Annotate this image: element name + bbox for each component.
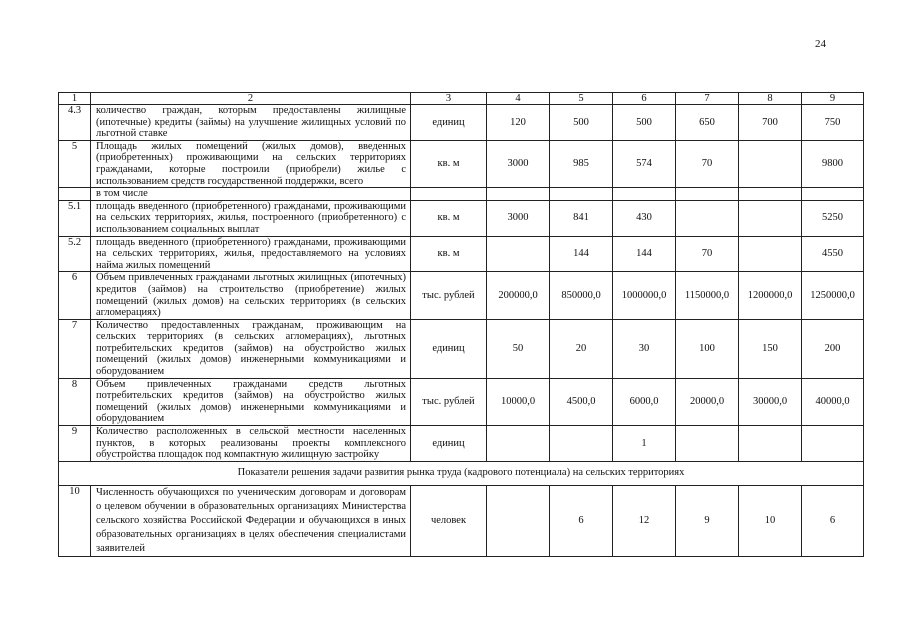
row-value: 10000,0 <box>487 378 550 425</box>
row-unit <box>411 188 487 201</box>
row-value: 750 <box>802 105 864 141</box>
row-value: 70 <box>676 140 739 187</box>
header-cell: 4 <box>487 93 550 105</box>
table-row <box>59 378 864 425</box>
row-number: 5.2 <box>59 236 91 272</box>
row-value <box>739 236 802 272</box>
row-value: 6 <box>802 485 864 556</box>
row-number: 10 <box>59 485 91 556</box>
row-value: 841 <box>550 200 613 236</box>
table-row <box>59 236 864 272</box>
row-value: 30000,0 <box>739 378 802 425</box>
row-value: 700 <box>739 105 802 141</box>
header-cell: 2 <box>91 93 411 105</box>
header-cell: 9 <box>802 93 864 105</box>
row-value: 20000,0 <box>676 378 739 425</box>
row-number <box>59 188 91 201</box>
row-value: 650 <box>676 105 739 141</box>
row-description: площадь введенного (приобретенного) гражданами, проживающими на сельских территориях, жилья, построенного (приобретенного) с использованием социальных выплат <box>91 200 411 236</box>
row-value: 6000,0 <box>613 378 676 425</box>
page-number: 24 <box>815 38 826 50</box>
row-unit: кв. м <box>411 236 487 272</box>
row-value: 100 <box>676 319 739 378</box>
header-cell: 7 <box>676 93 739 105</box>
table-header-row <box>59 93 864 105</box>
row-value <box>487 485 550 556</box>
row-unit: единиц <box>411 105 487 141</box>
row-value: 50 <box>487 319 550 378</box>
row-description: Объем привлеченных гражданами средств льготных потребительских кредитов (займов) на обустройство жилых помещений (жилых домов) инженерными коммуникациями и оборудованием <box>91 378 411 425</box>
row-value <box>676 200 739 236</box>
row-value <box>739 426 802 462</box>
header-cell: 6 <box>613 93 676 105</box>
row-value: 1000000,0 <box>613 272 676 319</box>
row-value: 9800 <box>802 140 864 187</box>
row-value: 9 <box>676 485 739 556</box>
row-value: 70 <box>676 236 739 272</box>
row-number: 6 <box>59 272 91 319</box>
row-number: 5.1 <box>59 200 91 236</box>
table-row <box>59 200 864 236</box>
row-value: 200 <box>802 319 864 378</box>
row-value: 1150000,0 <box>676 272 739 319</box>
row-unit: тыс. рублей <box>411 272 487 319</box>
row-description: в том числе <box>91 188 411 201</box>
row-description: Площадь жилых помещений (жилых домов), введенных (приобретенных) проживающими на сельских территориях гражданами, которые построили (приобрели) жилье с использованием средств государственной поддержки, всего <box>91 140 411 187</box>
header-cell: 1 <box>59 93 91 105</box>
indicator-table <box>58 92 864 557</box>
table-row <box>59 188 864 201</box>
row-unit: человек <box>411 485 487 556</box>
table-row <box>59 140 864 187</box>
row-unit: тыс. рублей <box>411 378 487 425</box>
row-value <box>487 426 550 462</box>
row-value: 20 <box>550 319 613 378</box>
row-value: 430 <box>613 200 676 236</box>
section-title: Показатели решения задачи развития рынка труда (кадрового потенциала) на сельских территориях <box>59 461 864 485</box>
row-description: Численность обучающихся по ученическим договорам и договорам о целевом обучении в образовательных организациях Министерства сельского хозяйства Российской Федерации и обучающихся в иных образовательных организациях в целях обеспечения специалистами заявителей <box>91 485 411 556</box>
row-value <box>802 426 864 462</box>
row-value: 850000,0 <box>550 272 613 319</box>
row-description: количество граждан, которым предоставлены жилищные (ипотечные) кредиты (займы) на улучшение жилищных условий по льготной ставке <box>91 105 411 141</box>
table-row <box>59 105 864 141</box>
row-unit: единиц <box>411 319 487 378</box>
row-value <box>676 188 739 201</box>
row-value: 10 <box>739 485 802 556</box>
row-unit: кв. м <box>411 140 487 187</box>
row-description: площадь введенного (приобретенного) гражданами, проживающими на сельских территориях, жилья, предоставляемого на условиях найма жилых помещений <box>91 236 411 272</box>
row-value: 500 <box>550 105 613 141</box>
table-row <box>59 319 864 378</box>
row-value: 5250 <box>802 200 864 236</box>
row-value: 144 <box>613 236 676 272</box>
row-value: 1 <box>613 426 676 462</box>
row-value: 6 <box>550 485 613 556</box>
row-number: 4.3 <box>59 105 91 141</box>
row-unit: единиц <box>411 426 487 462</box>
row-value: 1250000,0 <box>802 272 864 319</box>
row-value: 150 <box>739 319 802 378</box>
table-row <box>59 272 864 319</box>
row-value: 12 <box>613 485 676 556</box>
row-number: 8 <box>59 378 91 425</box>
row-value <box>613 188 676 201</box>
row-number: 9 <box>59 426 91 462</box>
row-number: 7 <box>59 319 91 378</box>
row-value: 574 <box>613 140 676 187</box>
row-description: Количество расположенных в сельской местности населенных пунктов, в которых реализованы проекты комплексного обустройства площадок под компактную жилищную застройку <box>91 426 411 462</box>
row-value <box>802 188 864 201</box>
row-value: 3000 <box>487 140 550 187</box>
row-value: 200000,0 <box>487 272 550 319</box>
row-value <box>487 188 550 201</box>
row-value <box>739 140 802 187</box>
row-value: 4550 <box>802 236 864 272</box>
row-description: Количество предоставленных гражданам, проживающим на сельских территориях (в сельских агломерациях), льготных потребительских кредитов (займов) на обустройство жилых помещений (жилых домов) инженерными коммуникациями и оборудованием <box>91 319 411 378</box>
row-value: 3000 <box>487 200 550 236</box>
section-heading-row <box>59 461 864 485</box>
table-row <box>59 485 864 556</box>
row-value: 985 <box>550 140 613 187</box>
row-value: 1200000,0 <box>739 272 802 319</box>
row-number: 5 <box>59 140 91 187</box>
row-value: 120 <box>487 105 550 141</box>
row-value: 30 <box>613 319 676 378</box>
row-value <box>676 426 739 462</box>
header-cell: 5 <box>550 93 613 105</box>
header-cell: 3 <box>411 93 487 105</box>
row-value <box>487 236 550 272</box>
header-cell: 8 <box>739 93 802 105</box>
row-value: 4500,0 <box>550 378 613 425</box>
table-row <box>59 426 864 462</box>
row-value <box>739 188 802 201</box>
row-unit: кв. м <box>411 200 487 236</box>
row-description: Объем привлеченных гражданами льготных жилищных (ипотечных) кредитов (займов) на строительство (приобретение) жилых помещений (жилых домов) на сельских территориях (в сельских агломерациях) <box>91 272 411 319</box>
row-value: 500 <box>613 105 676 141</box>
row-value <box>739 200 802 236</box>
row-value: 40000,0 <box>802 378 864 425</box>
row-value: 144 <box>550 236 613 272</box>
row-value <box>550 188 613 201</box>
row-value <box>550 426 613 462</box>
